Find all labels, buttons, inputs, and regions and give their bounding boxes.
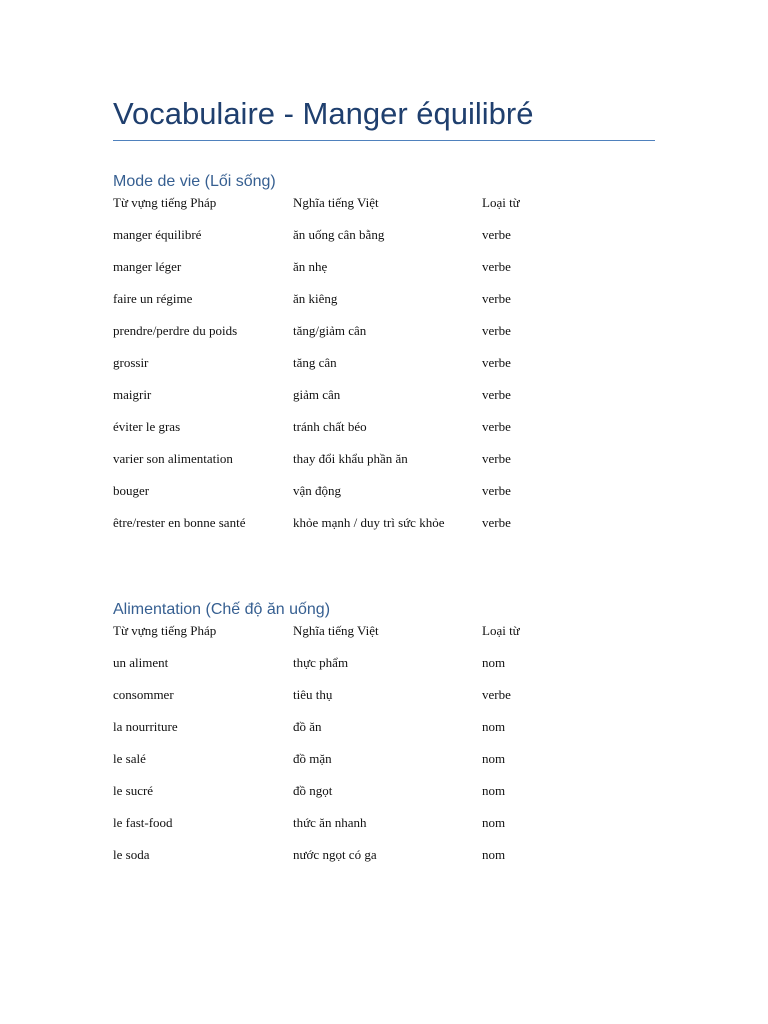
cell-french-term: manger équilibré	[113, 227, 202, 242]
column-header-vietnamese: Nghĩa tiếng Việt	[293, 195, 379, 210]
cell-word-type: nom	[482, 783, 506, 798]
title-underline	[113, 140, 655, 141]
cell-french-term: varier son alimentation	[113, 451, 233, 466]
document-title: Vocabulaire - Manger équilibré	[113, 96, 534, 131]
cell-french-term: faire un régime	[113, 291, 193, 306]
table-row	[113, 685, 655, 717]
cell-french-term: un aliment	[113, 655, 169, 670]
cell-vietnamese-meaning: giảm cân	[293, 387, 341, 402]
cell-french-term: prendre/perdre du poids	[113, 323, 238, 338]
cell-word-type: verbe	[482, 419, 511, 434]
cell-vietnamese-meaning: đồ mặn	[293, 751, 332, 766]
cell-word-type: nom	[482, 751, 506, 766]
cell-vietnamese-meaning: tăng/giảm cân	[293, 323, 367, 338]
table-row	[113, 257, 655, 289]
cell-french-term: grossir	[113, 355, 149, 370]
vocab-table	[113, 621, 655, 877]
cell-word-type: nom	[482, 847, 506, 862]
column-header-french: Từ vựng tiếng Pháp	[113, 623, 217, 638]
cell-vietnamese-meaning: vận động	[293, 483, 342, 498]
cell-vietnamese-meaning: thức ăn nhanh	[293, 815, 367, 830]
section-heading: Mode de vie (Lối sống)	[113, 173, 276, 190]
cell-french-term: être/rester en bonne santé	[113, 515, 246, 530]
cell-word-type: nom	[482, 815, 506, 830]
cell-vietnamese-meaning: ăn nhẹ	[293, 259, 328, 274]
cell-word-type: verbe	[482, 259, 511, 274]
table-row	[113, 353, 655, 385]
table-row	[113, 717, 655, 749]
table-row	[113, 813, 655, 845]
table-row	[113, 449, 655, 481]
cell-word-type: verbe	[482, 451, 511, 466]
cell-vietnamese-meaning: đồ ngọt	[293, 783, 333, 798]
cell-french-term: la nourriture	[113, 719, 178, 734]
table-header-row	[113, 193, 655, 225]
cell-vietnamese-meaning: nước ngọt có ga	[293, 847, 377, 862]
cell-vietnamese-meaning: tránh chất béo	[293, 419, 367, 434]
table-row	[113, 653, 655, 685]
table-row	[113, 781, 655, 813]
vocab-table-body	[113, 621, 655, 877]
section-mode-de-vie	[113, 171, 655, 545]
cell-french-term: manger léger	[113, 259, 182, 274]
table-row	[113, 321, 655, 353]
section-alimentation	[113, 599, 655, 877]
cell-word-type: verbe	[482, 387, 511, 402]
cell-vietnamese-meaning: thay đổi khẩu phần ăn	[293, 451, 408, 466]
table-header-row	[113, 621, 655, 653]
cell-vietnamese-meaning: ăn uống cân bằng	[293, 227, 385, 242]
table-row	[113, 845, 655, 877]
cell-vietnamese-meaning: ăn kiêng	[293, 291, 338, 306]
cell-word-type: nom	[482, 655, 506, 670]
table-row	[113, 225, 655, 257]
cell-french-term: le soda	[113, 847, 150, 862]
cell-word-type: verbe	[482, 687, 511, 702]
cell-french-term: le fast-food	[113, 815, 173, 830]
column-header-word-type: Loại từ	[482, 195, 520, 210]
table-row	[113, 513, 655, 545]
vocab-table-body	[113, 193, 655, 545]
table-row	[113, 385, 655, 417]
table-row	[113, 481, 655, 513]
cell-french-term: le salé	[113, 751, 146, 766]
cell-vietnamese-meaning: tăng cân	[293, 355, 337, 370]
cell-word-type: verbe	[482, 227, 511, 242]
cell-french-term: le sucré	[113, 783, 154, 798]
section-heading: Alimentation (Chế độ ăn uống)	[113, 601, 331, 618]
cell-word-type: verbe	[482, 483, 511, 498]
cell-word-type: verbe	[482, 323, 511, 338]
table-row	[113, 417, 655, 449]
cell-french-term: consommer	[113, 687, 174, 702]
table-row	[113, 289, 655, 321]
cell-vietnamese-meaning: thực phẩm	[293, 655, 349, 670]
cell-french-term: maigrir	[113, 387, 152, 402]
cell-word-type: nom	[482, 719, 506, 734]
cell-vietnamese-meaning: tiêu thụ	[293, 687, 333, 702]
column-header-word-type: Loại từ	[482, 623, 520, 638]
column-header-french: Từ vựng tiếng Pháp	[113, 195, 217, 210]
cell-word-type: verbe	[482, 515, 511, 530]
cell-french-term: bouger	[113, 483, 150, 498]
cell-word-type: verbe	[482, 355, 511, 370]
column-header-vietnamese: Nghĩa tiếng Việt	[293, 623, 379, 638]
cell-word-type: verbe	[482, 291, 511, 306]
vocab-table	[113, 193, 655, 545]
table-row	[113, 749, 655, 781]
cell-vietnamese-meaning: khỏe mạnh / duy trì sức khỏe	[293, 515, 445, 530]
cell-vietnamese-meaning: đồ ăn	[293, 719, 322, 734]
cell-french-term: éviter le gras	[113, 419, 181, 434]
